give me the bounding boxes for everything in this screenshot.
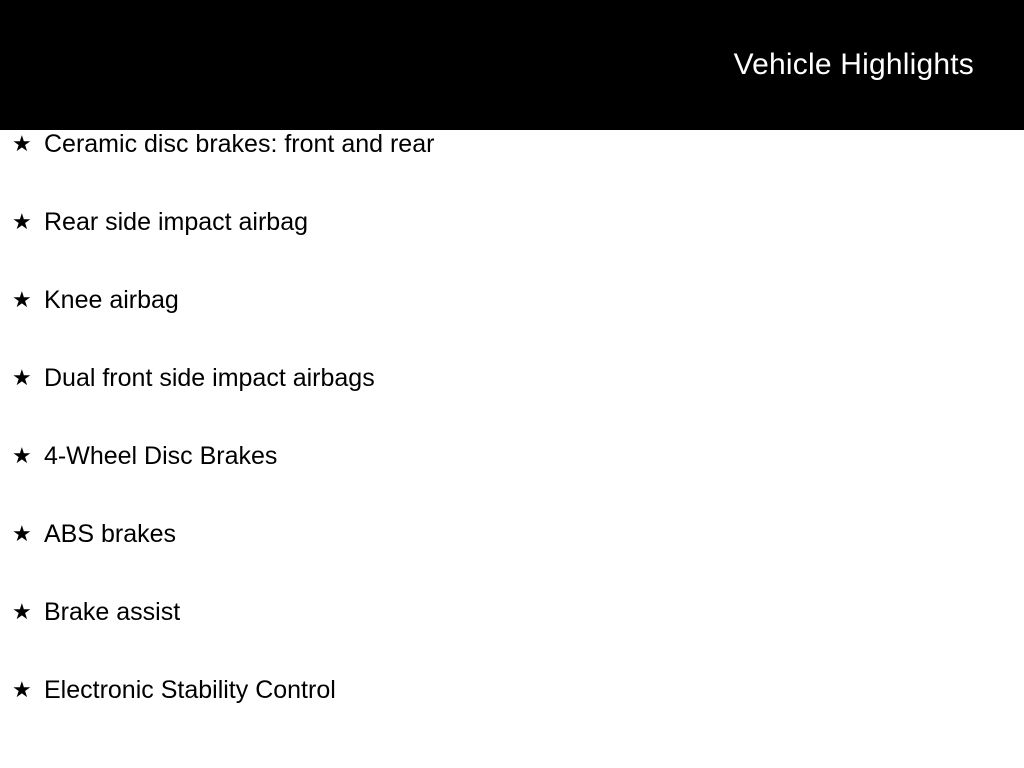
list-item-label: Knee airbag bbox=[44, 286, 179, 314]
list-item-label: Ceramic disc brakes: front and rear bbox=[44, 130, 435, 158]
star-icon: ★ bbox=[12, 131, 32, 156]
list-item-label: Brake assist bbox=[44, 598, 181, 626]
list-item-label: Electronic Stability Control bbox=[44, 676, 336, 704]
list-item-label: Dual front side impact airbags bbox=[44, 364, 375, 392]
list-item-label: Rear side impact airbag bbox=[44, 208, 309, 236]
list-item bbox=[0, 364, 1024, 442]
list-item bbox=[0, 130, 1024, 208]
list-item-label: ABS brakes bbox=[44, 520, 177, 548]
list-item bbox=[0, 598, 1024, 676]
list-item bbox=[0, 676, 1024, 754]
star-icon: ★ bbox=[12, 599, 32, 624]
star-icon: ★ bbox=[12, 677, 32, 702]
list-item bbox=[0, 286, 1024, 364]
vehicle-highlights-list bbox=[0, 130, 1024, 754]
page-title: Vehicle Highlights bbox=[733, 48, 974, 81]
star-icon: ★ bbox=[12, 287, 32, 312]
list-item bbox=[0, 520, 1024, 598]
list-item bbox=[0, 442, 1024, 520]
star-icon: ★ bbox=[12, 443, 32, 468]
list-item bbox=[0, 208, 1024, 286]
star-icon: ★ bbox=[12, 209, 32, 234]
star-icon: ★ bbox=[12, 521, 32, 546]
star-icon: ★ bbox=[12, 365, 32, 390]
list-item-label: 4-Wheel Disc Brakes bbox=[44, 442, 278, 470]
